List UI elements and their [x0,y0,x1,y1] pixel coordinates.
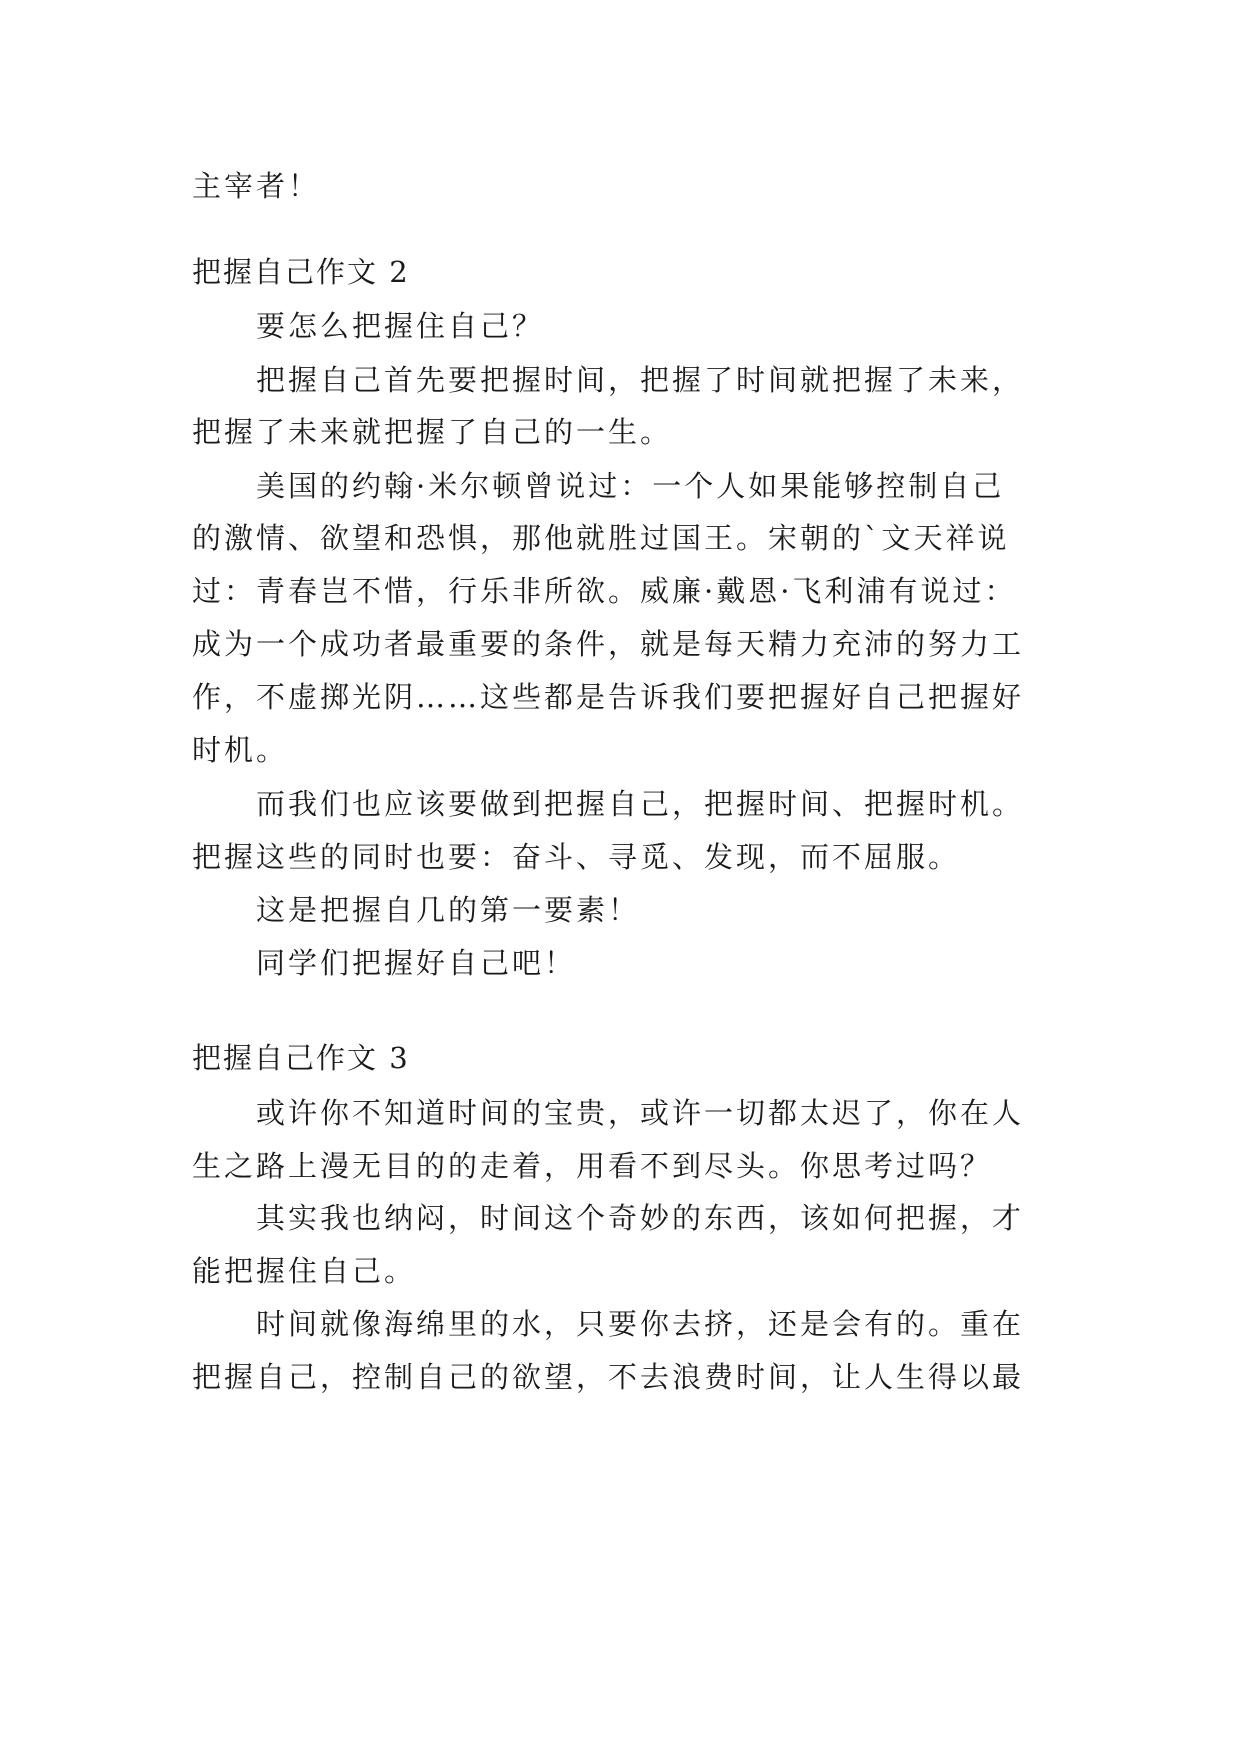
paragraph-line: 美国的约翰·米尔顿曾说过：一个人如果能够控制自己 [256,469,1005,503]
paragraph-closing-line: 主宰者！ [192,169,321,203]
paragraph-line: 的激情、欲望和恐惧，那他就胜过国王。宋朝的`文天祥说 [192,521,1010,555]
paragraph-line: 其实我也纳闷，时间这个奇妙的东西，该如何把握，才 [256,1201,1025,1235]
paragraph-line: 而我们也应该要做到把握自己，把握时间、把握时机。 [256,787,1025,821]
paragraph-line: 时机。 [192,733,289,767]
paragraph-line: 这是把握自几的第一要素！ [256,893,641,927]
paragraph-line: 把握这些的同时也要：奋斗、寻觅、发现，而不屈服。 [192,840,961,874]
paragraph-line: 要怎么把握住自己？ [256,309,545,343]
paragraph-line: 把握自己，控制自己的欲望，不去浪费时间，让人生得以最 [192,1360,1025,1394]
paragraph-line: 能把握住自己。 [192,1254,417,1288]
paragraph-line: 过：青春岂不惜，行乐非所欲。威廉·戴恩·飞利浦有说过： [192,574,1017,608]
paragraph-line: 生之路上漫无目的的走着，用看不到尽头。你思考过吗？ [192,1149,993,1183]
paragraph-line: 或许你不知道时间的宝贵，或许一切都太迟了，你在人 [256,1096,1025,1130]
section-title-essay-3: 把握自己作文 3 [192,1041,410,1075]
paragraph-line: 把握了未来就把握了自己的一生。 [192,415,673,449]
section-title-essay-2: 把握自己作文 2 [192,255,410,289]
paragraph-line: 作，不虚掷光阴……这些都是告诉我们要把握好自己把握好 [192,680,1025,714]
paragraph-line: 成为一个成功者最重要的条件，就是每天精力充沛的努力工 [192,627,1025,661]
paragraph-line: 把握自己首先要把握时间，把握了时间就把握了未来， [256,363,1025,397]
paragraph-line: 同学们把握好自己吧！ [256,946,577,980]
paragraph-line: 时间就像海绵里的水，只要你去挤，还是会有的。重在 [256,1307,1025,1341]
